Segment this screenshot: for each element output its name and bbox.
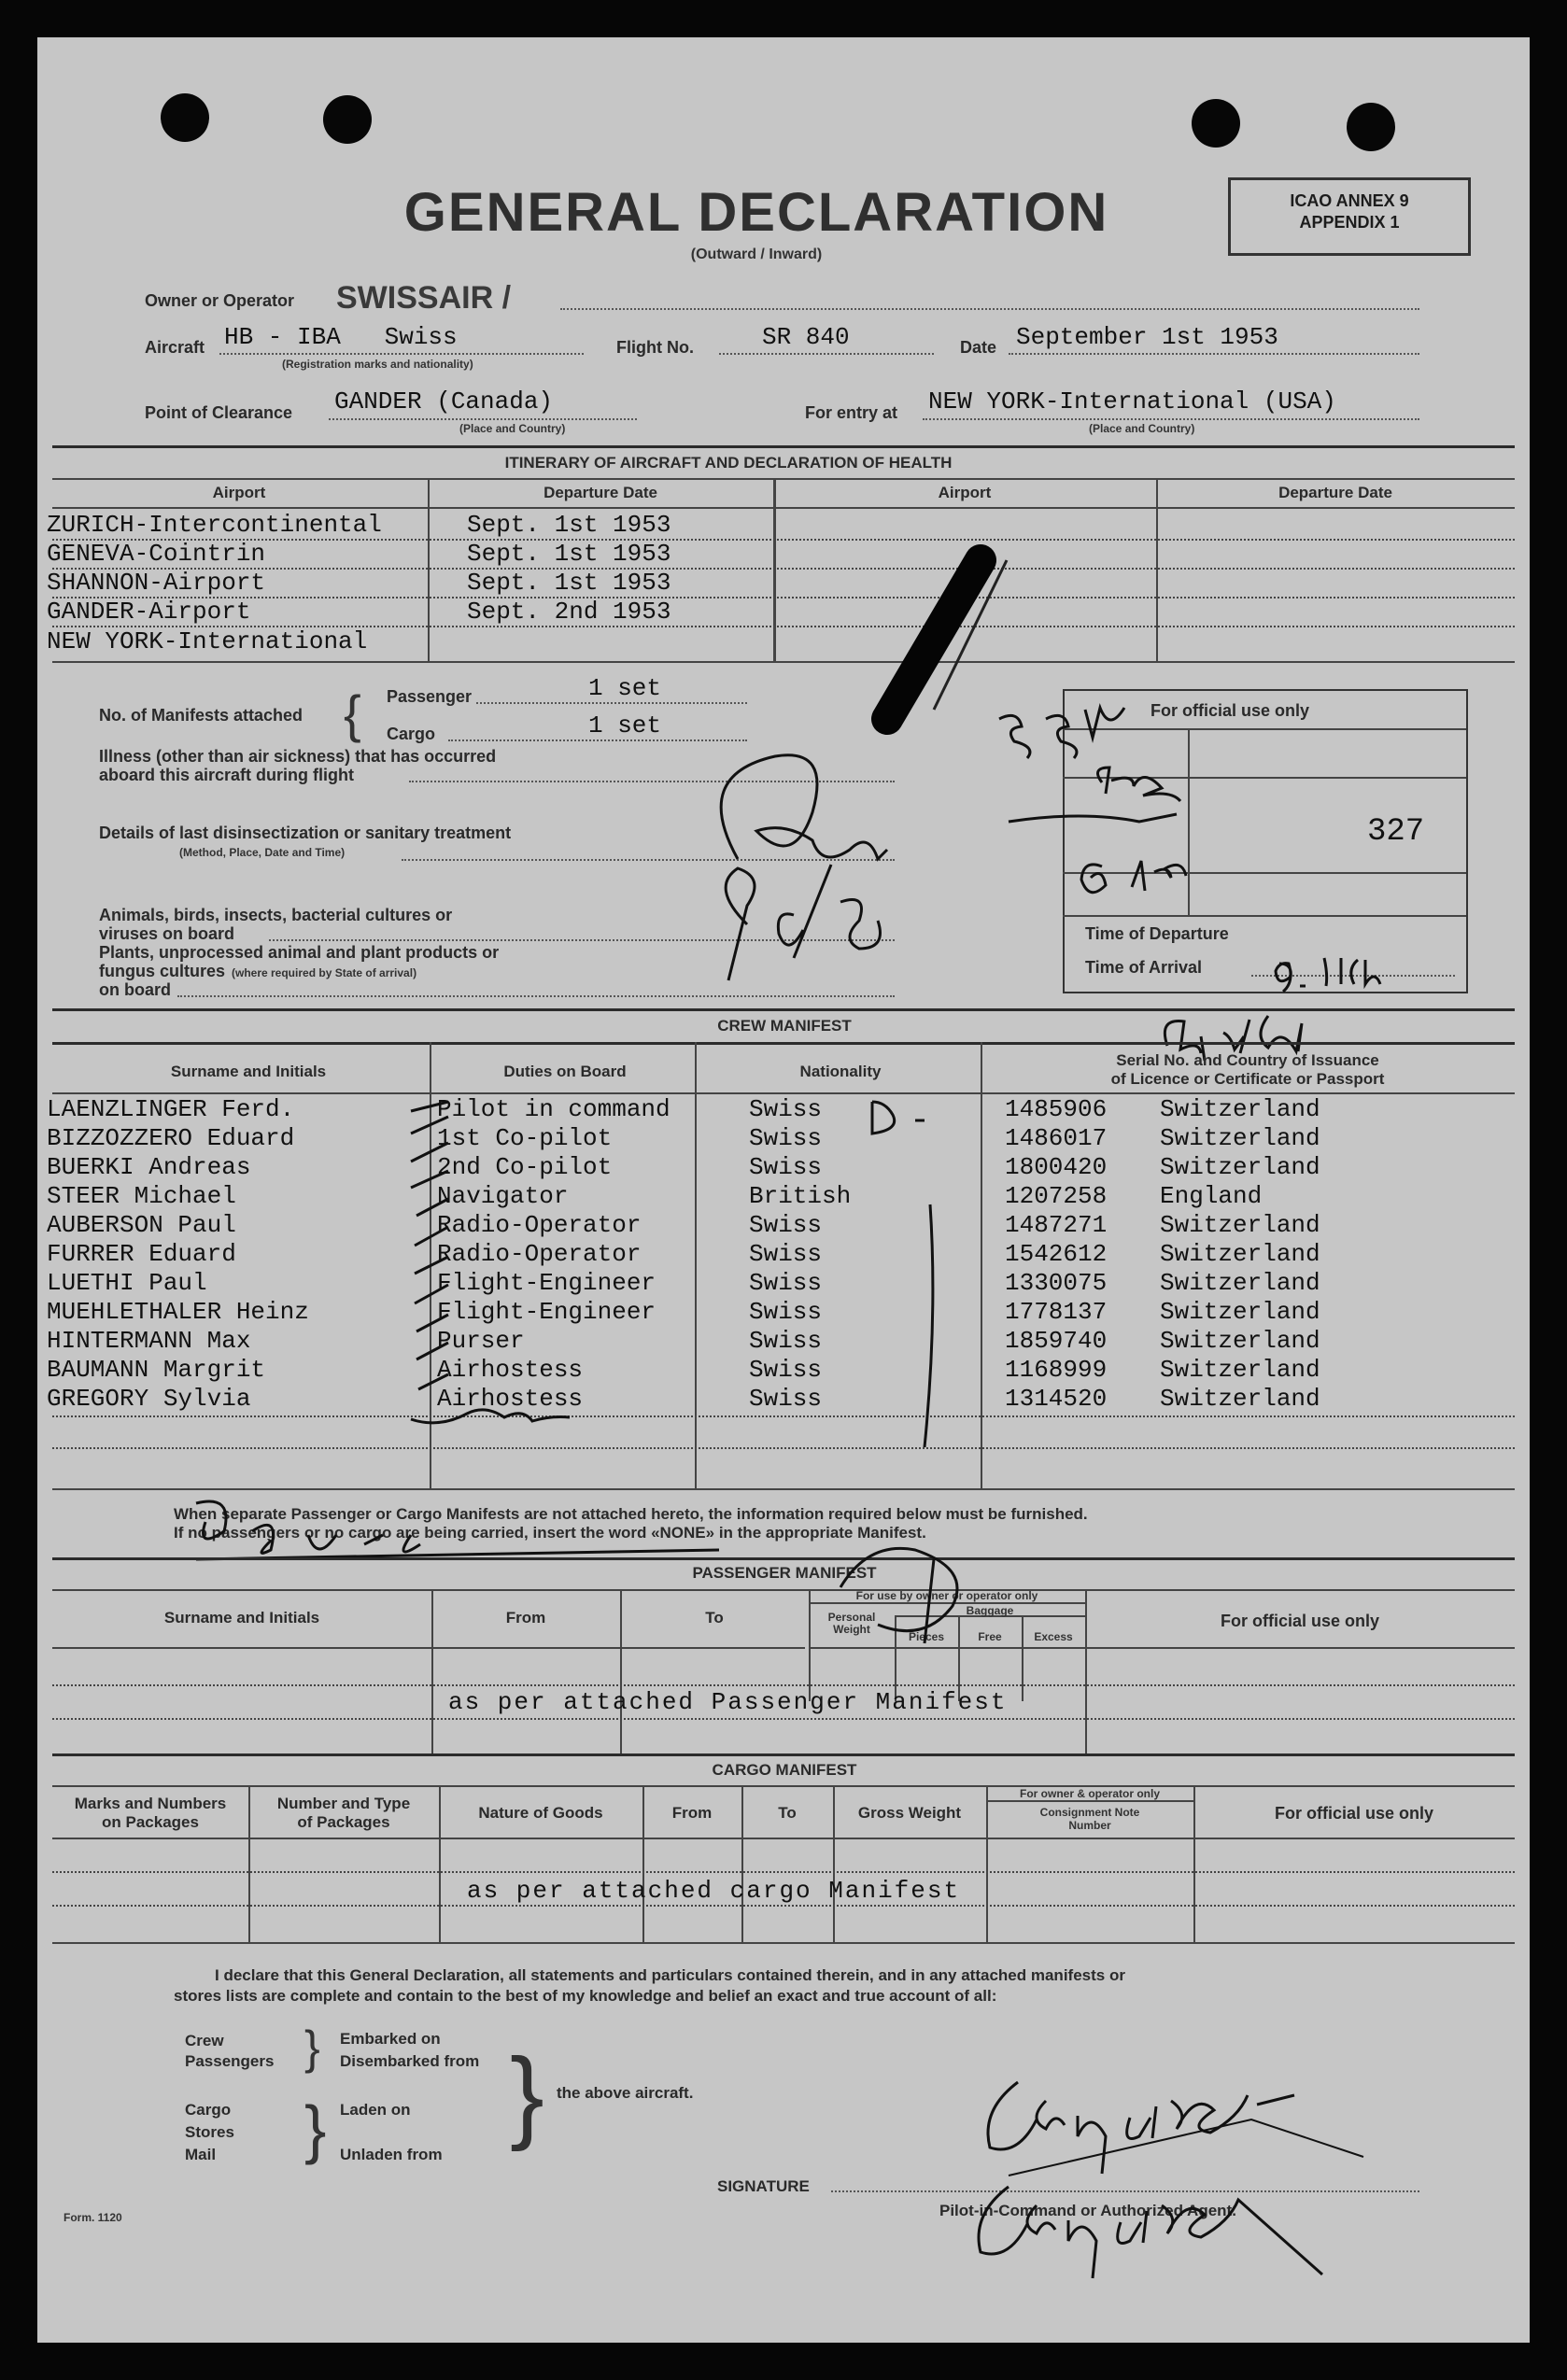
passenger-label: Passenger (387, 687, 473, 706)
passenger-official-use: For official use only (1220, 1612, 1380, 1630)
punch-hole (323, 95, 372, 144)
manifests-brace: { (344, 684, 361, 743)
instructions-line-1: When separate Passenger or Cargo Manifests are not attached hereto, the information required below must be furnished. (174, 1505, 1088, 1523)
itinerary-airport: NEW YORK-International (47, 627, 368, 655)
passenger-baggage: Baggage (966, 1604, 1014, 1617)
crew-name: MUEHLETHALER Heinz (47, 1298, 309, 1326)
declaration-cargo: Cargo (185, 2101, 232, 2119)
crew-serial: 1485906 (1005, 1095, 1108, 1123)
crew-duty: Navigator (437, 1182, 569, 1210)
manifests-label: No. of Manifests attached (99, 706, 304, 725)
crew-country: Switzerland (1160, 1356, 1320, 1384)
crew-duty: Purser (437, 1327, 525, 1355)
crew-heading: CREW MANIFEST (717, 1017, 852, 1035)
flight-value: SR 840 (762, 323, 850, 351)
crew-name: GREGORY Sylvia (47, 1385, 251, 1413)
passenger-personal-weight: Personal Weight (827, 1611, 876, 1636)
crew-duty: Airhostess (437, 1385, 584, 1413)
crew-name: LUETHI Paul (47, 1269, 207, 1297)
instructions-line-2: If no passengers or no cargo are being carried, insert the word «NONE» in the appropriate Manifest. (174, 1524, 926, 1542)
health-official-use: For official use only (1151, 701, 1310, 720)
crew-nationality: Swiss (749, 1327, 823, 1355)
animals-line-2: viruses on board (99, 924, 235, 943)
crew-name: BAUMANN Margrit (47, 1356, 266, 1384)
crew-col-duties: Duties on Board (503, 1063, 627, 1080)
animals-line-1: Animals, birds, insects, bacterial cultures or (99, 906, 453, 924)
crew-country: Switzerland (1160, 1327, 1320, 1355)
crew-check-marks (374, 1083, 953, 1457)
passenger-excess: Excess (1034, 1630, 1073, 1643)
plants-line-3: on board (99, 980, 171, 999)
itinerary-airport: SHANNON-Airport (47, 569, 266, 597)
itinerary-date: Sept. 1st 1953 (467, 569, 671, 597)
declaration-line-2: stores lists are complete and contain to the best of my knowledge and belief an exact and true account of all: (174, 1987, 997, 2005)
crew-nationality: Swiss (749, 1153, 823, 1181)
crew-nationality: Swiss (749, 1298, 823, 1326)
cargo-col-number-1: Number and Type (276, 1795, 411, 1812)
crew-country: Switzerland (1160, 1298, 1320, 1326)
aircraft-note: (Registration marks and nationality) (282, 358, 473, 371)
crew-duty: Radio-Operator (437, 1240, 642, 1268)
crew-serial: 1778137 (1005, 1298, 1108, 1326)
plants-line-2: fungus cultures (99, 962, 226, 980)
crew-country: England (1160, 1182, 1263, 1210)
declaration-embarked: Embarked on (340, 2030, 441, 2048)
crew-serial: 1207258 (1005, 1182, 1108, 1210)
cargo-heading: CARGO MANIFEST (712, 1761, 857, 1779)
cargo-owner-only: For owner & operator only (1019, 1787, 1160, 1800)
cargo-label: Cargo (387, 725, 436, 743)
crew-duty: 2nd Co-pilot (437, 1153, 613, 1181)
crew-serial: 1168999 (1005, 1356, 1108, 1384)
crew-country: Switzerland (1160, 1124, 1320, 1152)
departure-time-label: Time of Departure (1085, 924, 1229, 943)
crew-duty: Airhostess (437, 1356, 584, 1384)
form-number: Form. 1120 (64, 2211, 122, 2224)
crew-nationality: Swiss (749, 1269, 823, 1297)
official-handwriting (971, 691, 1513, 1083)
cargo-col-marks-1: Marks and Numbers (74, 1795, 227, 1812)
punch-hole (1347, 103, 1395, 151)
pilot-signature (953, 2035, 1494, 2316)
crew-country: Switzerland (1160, 1240, 1320, 1268)
itinerary-col-airport: Airport (212, 484, 266, 501)
itinerary-col-departure: Departure Date (544, 484, 657, 501)
crew-nationality: Swiss (749, 1385, 823, 1413)
general-declaration-page: GENERAL DECLARATION (Outward / Inward) ICAO ANNEX 9 APPENDIX 1 Owner or Operator SWISSAIR / Aircraft HB - IBA Swiss (Registration marks and nationality) Flight No. SR 840 Date September 1st 1953 Point of Clearance GANDER (Canada) (Place and Country) For entry at NEW YORK-International (USA) (Place and Country) ITINERARY OF AIRCRAFT AND DECLARATION OF HEALTH Airport Departure Date Airport Departure Date ZURICH-Intercontinental Sept. 1st 1953 GENEVA-Cointrin Sept. 1st 1953 SHANNON-Airport Sept. 1st 1953 GANDER-Airport Sept. 2nd 1953 NEW YORK-International No. of Manifests attached { Passenger 1 set Cargo 1 set Illness (other than air sickness) that has occurred aboard this aircraft during flight Details of last disinsectization or sanitary treatment (Method, Place, Date and Time) Animals, birds, insects, bacterial cultures or viruses on board Plants, unprocessed animal and plant products or fungus cultures (where required by State of arrival) on board For official use only Time of Departure Time of Arrival 327 CREW MANIFEST Surname and Initials Duties on Board Nationality Serial No. and Country of Issuance of Licence or Certificate or Passport LAENZLINGER Ferd. Pilot in command Swiss 1485906 Switzerland BIZZOZZERO Eduard 1st Co-pilot Swiss 1486017 Switzerland BUERKI Andreas 2nd Co-pilot Swiss 1800420 Switzerland STEER Michael Navigator British 1207258 England AUBERSON Paul Radio-Operator Swiss 1487271 Switzerland FURRER Eduard Radio-Operator Swiss 1542612 Switzerland LUETHI Paul Flight-Engineer Swiss 1330075 Switzerland MUEHLETHALER Heinz Flight-Engineer Swiss 1778137 Switzerland HINTERMANN Max Purser Swiss 1859740 Switzerland BAUMANN Margrit Airhostess Swiss 1168999 Switzerland GREGORY Sylvia Airhostess Swiss 1314520 Switzerland When separate Passenger or Cargo Manifests are not attached hereto, the information required below must be furnished. If no passengers or no cargo are being carried, insert the word «NONE» in the appropriate Manifest. PASSENGER MANIFEST Surname and Initials From To For use by owner or operator only Personal Weight Baggage Pieces Free Excess For official use only as per attached Passenger Manifest CARGO MANIFEST Marks and Numbers on Packages Number and Type of Packages Nature of Goods From To Gross Weight For owner & operator only Consignment Note Number For official use only as per attached cargo Manifest I declare that this General Declaration, all statements and particulars contained therein, and in any attached manifests or stores lists are complete and contain to the best of my knowledge and belief an exact and true account of all: Crew Passengers } Embarked on Disembarked from Cargo Stores Mail } Laden on Unladen from } the above aircraft. SIGNATURE Pilot-in-Command or Authorized Agent. Form. 1120 (37, 37, 1530, 2343)
passenger-value: 1 set (588, 674, 662, 702)
passenger-col-to: To (705, 1609, 724, 1627)
itinerary-airport: GANDER-Airport (47, 598, 251, 626)
cargo-col-to: To (778, 1804, 797, 1822)
declaration-crew: Crew (185, 2032, 224, 2049)
aircraft-label: Aircraft (145, 338, 205, 357)
clearance-label: Point of Clearance (145, 403, 293, 422)
cargo-col-gross: Gross Weight (857, 1804, 962, 1822)
entry-note: (Place and Country) (1089, 422, 1195, 435)
crew-nationality: Swiss (749, 1124, 823, 1152)
arrival-time-label: Time of Arrival (1085, 958, 1203, 977)
plants-note: (where required by State of arrival) (232, 966, 417, 979)
clearance-note: (Place and Country) (459, 422, 566, 435)
crew-col-serial-1: Serial No. and Country of Issuance (1116, 1051, 1379, 1069)
passenger-owner-only: For use by owner or operator only (855, 1589, 1038, 1602)
flight-label: Flight No. (616, 338, 694, 357)
crew-col-surname: Surname and Initials (170, 1063, 327, 1080)
passenger-col-surname: Surname and Initials (163, 1609, 320, 1627)
illness-line-1: Illness (other than air sickness) that has occurred (99, 747, 497, 766)
crew-nationality: Swiss (749, 1356, 823, 1384)
signature-label: SIGNATURE (717, 2177, 810, 2195)
declaration-unladen: Unladen from (340, 2146, 443, 2163)
cargo-note: as per attached cargo Manifest (467, 1877, 961, 1905)
crew-duty: Flight-Engineer (437, 1269, 656, 1297)
passenger-heading: PASSENGER MANIFEST (692, 1564, 877, 1582)
declaration-above-aircraft: the above aircraft. (557, 2084, 694, 2102)
crew-country: Switzerland (1160, 1211, 1320, 1239)
aircraft-value: HB - IBA Swiss (224, 323, 458, 351)
crew-country: Switzerland (1160, 1153, 1320, 1181)
signer-label: Pilot-in-Command or Authorized Agent. (939, 2202, 1236, 2219)
plants-line-1: Plants, unprocessed animal and plant products or (99, 943, 500, 962)
itinerary-airport: GENEVA-Cointrin (47, 540, 266, 568)
crew-name: BIZZOZZERO Eduard (47, 1124, 295, 1152)
crew-country: Switzerland (1160, 1269, 1320, 1297)
owner-label: Owner or Operator (145, 291, 295, 310)
passenger-scribble (822, 1531, 1009, 1653)
itinerary-airport: ZURICH-Intercontinental (47, 511, 382, 539)
health-handwriting (654, 747, 1009, 1027)
form-subtitle: (Outward / Inward) (690, 246, 823, 262)
form-title: GENERAL DECLARATION (403, 182, 1109, 243)
crew-name: STEER Michael (47, 1182, 236, 1210)
itinerary-date: Sept. 1st 1953 (467, 511, 671, 539)
crew-duty: Radio-Operator (437, 1211, 642, 1239)
official-number: 327 (1367, 814, 1425, 850)
declaration-passengers: Passengers (185, 2052, 275, 2070)
disinsect-note: (Method, Place, Date and Time) (179, 846, 346, 859)
punch-hole (161, 93, 209, 142)
itinerary-heading: ITINERARY OF AIRCRAFT AND DECLARATION OF HEALTH (504, 454, 953, 472)
crew-country: Switzerland (1160, 1095, 1320, 1123)
crew-duty: Flight-Engineer (437, 1298, 656, 1326)
passenger-note: as per attached Passenger Manifest (448, 1688, 1008, 1716)
crew-name: HINTERMANN Max (47, 1327, 251, 1355)
crew-name: FURRER Eduard (47, 1240, 236, 1268)
itinerary-date: Sept. 2nd 1953 (467, 598, 671, 626)
icao-line-1: ICAO ANNEX 9 (1290, 191, 1409, 210)
itinerary-date: Sept. 1st 1953 (467, 540, 671, 568)
crew-serial: 1859740 (1005, 1327, 1108, 1355)
crew-duty: 1st Co-pilot (437, 1124, 613, 1152)
cargo-col-nature: Nature of Goods (478, 1804, 603, 1822)
clearance-value: GANDER (Canada) (334, 387, 554, 415)
entry-label: For entry at (805, 403, 898, 422)
passenger-pieces: Pieces (908, 1630, 945, 1643)
crew-name: BUERKI Andreas (47, 1153, 251, 1181)
crew-col-nationality: Nationality (799, 1063, 882, 1080)
declaration-disembarked: Disembarked from (340, 2052, 480, 2070)
itinerary-col-departure-2: Departure Date (1278, 484, 1392, 501)
itinerary-col-airport-2: Airport (938, 484, 992, 501)
declaration-line-1: I declare that this General Declaration, all statements and particulars contained therein, and in any attached manifests or (215, 1966, 1125, 1984)
crew-nationality: Swiss (749, 1211, 823, 1239)
cargo-col-marks-2: on Packages (102, 1813, 199, 1831)
cargo-col-number-2: of Packages (297, 1813, 390, 1831)
crew-serial: 1800420 (1005, 1153, 1108, 1181)
crew-nationality: Swiss (749, 1095, 823, 1123)
crew-nationality: British (749, 1182, 852, 1210)
declaration-laden: Laden on (340, 2101, 411, 2119)
crew-serial: 1314520 (1005, 1385, 1108, 1413)
icao-box (1228, 177, 1471, 256)
cargo-official-use: For official use only (1274, 1804, 1434, 1823)
passenger-col-from: From (505, 1609, 546, 1627)
date-label: Date (960, 338, 997, 357)
crew-duty: Pilot in command (437, 1095, 671, 1123)
date-value: September 1st 1953 (1016, 323, 1278, 351)
illness-line-2: aboard this aircraft during flight (99, 766, 355, 784)
cargo-consignment-2: Number (1068, 1819, 1111, 1832)
disinsect-line-1: Details of last disinsectization or sanitary treatment (99, 824, 512, 842)
crew-nationality: Swiss (749, 1240, 823, 1268)
owner-value: SWISSAIR / (336, 280, 512, 316)
crew-col-serial-2: of Licence or Certificate or Passport (1110, 1070, 1385, 1088)
crew-name: LAENZLINGER Ferd. (47, 1095, 295, 1123)
punch-hole (1192, 99, 1240, 148)
declaration-mail: Mail (185, 2146, 217, 2163)
crew-serial: 1542612 (1005, 1240, 1108, 1268)
cargo-consignment-1: Consignment Note (1039, 1806, 1140, 1819)
cargo-value: 1 set (588, 711, 662, 739)
icao-line-2: APPENDIX 1 (1299, 213, 1400, 232)
crew-serial: 1486017 (1005, 1124, 1108, 1152)
declaration-stores: Stores (185, 2123, 234, 2141)
crew-serial: 1330075 (1005, 1269, 1108, 1297)
cargo-col-from: From (671, 1804, 713, 1822)
crew-name: AUBERSON Paul (47, 1211, 236, 1239)
entry-value: NEW YORK-International (USA) (928, 387, 1336, 415)
crew-country: Switzerland (1160, 1385, 1320, 1413)
crew-serial: 1487271 (1005, 1211, 1108, 1239)
passenger-free: Free (978, 1630, 1002, 1643)
